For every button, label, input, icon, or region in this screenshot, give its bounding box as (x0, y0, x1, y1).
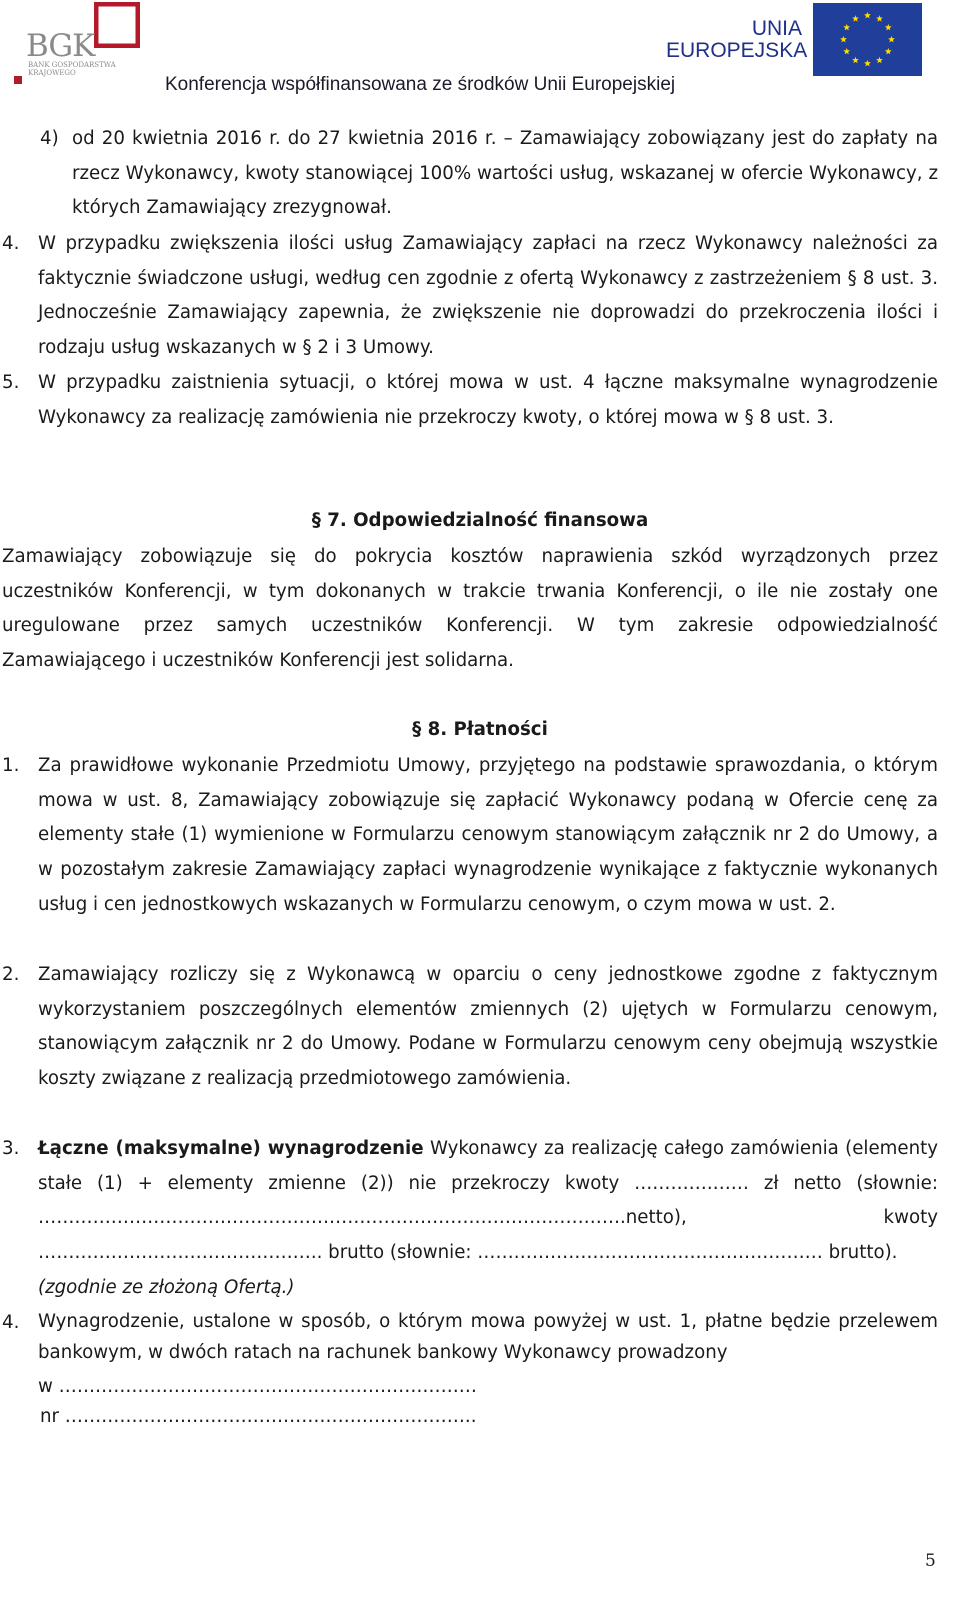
sec8-p1-text: Za prawidłowe wykonanie Przedmiotu Umowy, przyjętego na podstawie sprawozdania, o którym mowa w ust. 8, Zamawiający zobowiązuje się zapłacić Wykonawcy podaną w Ofercie cenę za elementy stałe (1) wymienione w Formularzu cenowym stanowiącym załącznik nr 2 do Umowy, a w pozostałym zakresie Zamawiający zapłaci wynagrodzenie wynikające z faktycznie wykonanych usług i cen jednostkowych wskazanych w Formularzu cenowym, o czym mowa w ust. 2. (38, 755, 938, 915)
sec6-p4-text: W przypadku zwiększenia ilości usług Zamawiający zapłaci na rzecz Wykonawcy należności za faktycznie świadczone usługi, według cen zgodnie z ofertą Wykonawcy z zastrzeżeniem § 8 ust. 3. Jednocześnie Zamawiający zapewnia, że zwiększenie nie doprowadzi do przekroczenia ilości i rodzaju usług wskazanych w § 2 i 3 Umowy. (38, 233, 938, 359)
bgk-logo-text: BGK (26, 28, 95, 64)
sec8-p4-bank-line: w …………………………………………………………… (38, 1376, 477, 1397)
sec8-p3-italic-note: (zgodnie ze złożoną Ofertą.) (38, 1276, 295, 1298)
page-number: 5 (925, 1551, 936, 1571)
item-4-text: od 20 kwietnia 2016 r. do 27 kwietnia 2016 r. – Zamawiający zobowiązany jest do zapłaty na rzecz Wykonawcy, kwoty stanowiącej 100% wartości usług, wskazanej w ofercie Wykonawcy, z których Zamawiający zrezygnował. (72, 128, 938, 219)
bgk-logo (14, 2, 136, 86)
sec8-p3-number: 3. (2, 1138, 20, 1159)
sec8-p2-number: 2. (2, 964, 20, 985)
item-4-number: 4) (40, 128, 59, 149)
sec8-heading: § 8. Płatności (412, 719, 548, 740)
sec8-p4-text: Wynagrodzenie, ustalone w sposób, o którym mowa powyżej w ust. 1, płatne będzie przelewem bankowym, w dwóch ratach na rachunek bankowy Wykonawcy prowadzony (38, 1311, 938, 1363)
bgk-logo-subtitle: BANK GOSPODARSTWA KRAJOWEGO (28, 61, 116, 77)
bgk-logo-mark (14, 76, 22, 84)
sec8-p3-body: Wykonawcy za realizację całego zamówienia (elementy stałe (1) + elementy zmienne (2)) nie przekroczy kwoty ………….…… zł netto (słownie: …………………………………………………………………………………….netto), kwoty ……………………………………….. brutto (słownie: ………………………………………………… brutto). (38, 1138, 938, 1264)
sec8-p4-account-line: nr ………………………………………………………….. (40, 1406, 477, 1427)
sec8-p3-text (38, 1132, 938, 1306)
sec8-p3-bold: Łączne (maksymalne) wynagrodzenie (38, 1138, 424, 1159)
sec8-p1-number: 1. (2, 755, 20, 776)
eu-logo-text (666, 17, 808, 62)
eu-logo-line2: EUROPEJSKA (666, 39, 808, 62)
sec7-heading: § 7. Odpowiedzialność finansowa (311, 510, 649, 531)
sec6-p5-text: W przypadku zaistnienia sytuacji, o której mowa w ust. 4 łączne maksymalne wynagrodzenie Wykonawcy za realizację zamówienia nie przekroczy kwoty, o której mowa w § 8 ust. 3. (38, 372, 938, 428)
sec8-p2-text: Zamawiający rozliczy się z Wykonawcą w oparciu o ceny jednostkowe zgodne z faktycznym wykorzystaniem poszczególnych elementów zmiennych (2) ujętych w Formularzu cenowym, stanowiącym załącznik nr 2 do Umowy. Podane w Formularzu cenowym ceny obejmują wszystkie koszty związane z realizacją przedmiotowego zamówienia. (38, 964, 938, 1090)
eu-logo-line1: UNIA (751, 17, 802, 40)
sec6-p5-number: 5. (2, 372, 20, 393)
eu-flag-icon (813, 3, 922, 76)
header-cofinancing-note: Konferencja współfinansowana ze środków Unii Europejskiej (165, 74, 676, 95)
bgk-logo-square-icon (94, 2, 140, 48)
sec7-text: Zamawiający zobowiązuje się do pokrycia kosztów naprawienia szkód wyrządzonych przez uczestników Konferencji, w tym dokonanych w trakcie trwania Konferencji, o ile nie zostały one uregulowane przez samych uczestników Konferencji. W tym zakresie odpowiedzialność Zamawiającego i uczestników Konferencji jest solidarna. (2, 546, 938, 672)
sec6-p4-number: 4. (2, 233, 20, 254)
sec8-p4-number: 4. (2, 1312, 20, 1333)
